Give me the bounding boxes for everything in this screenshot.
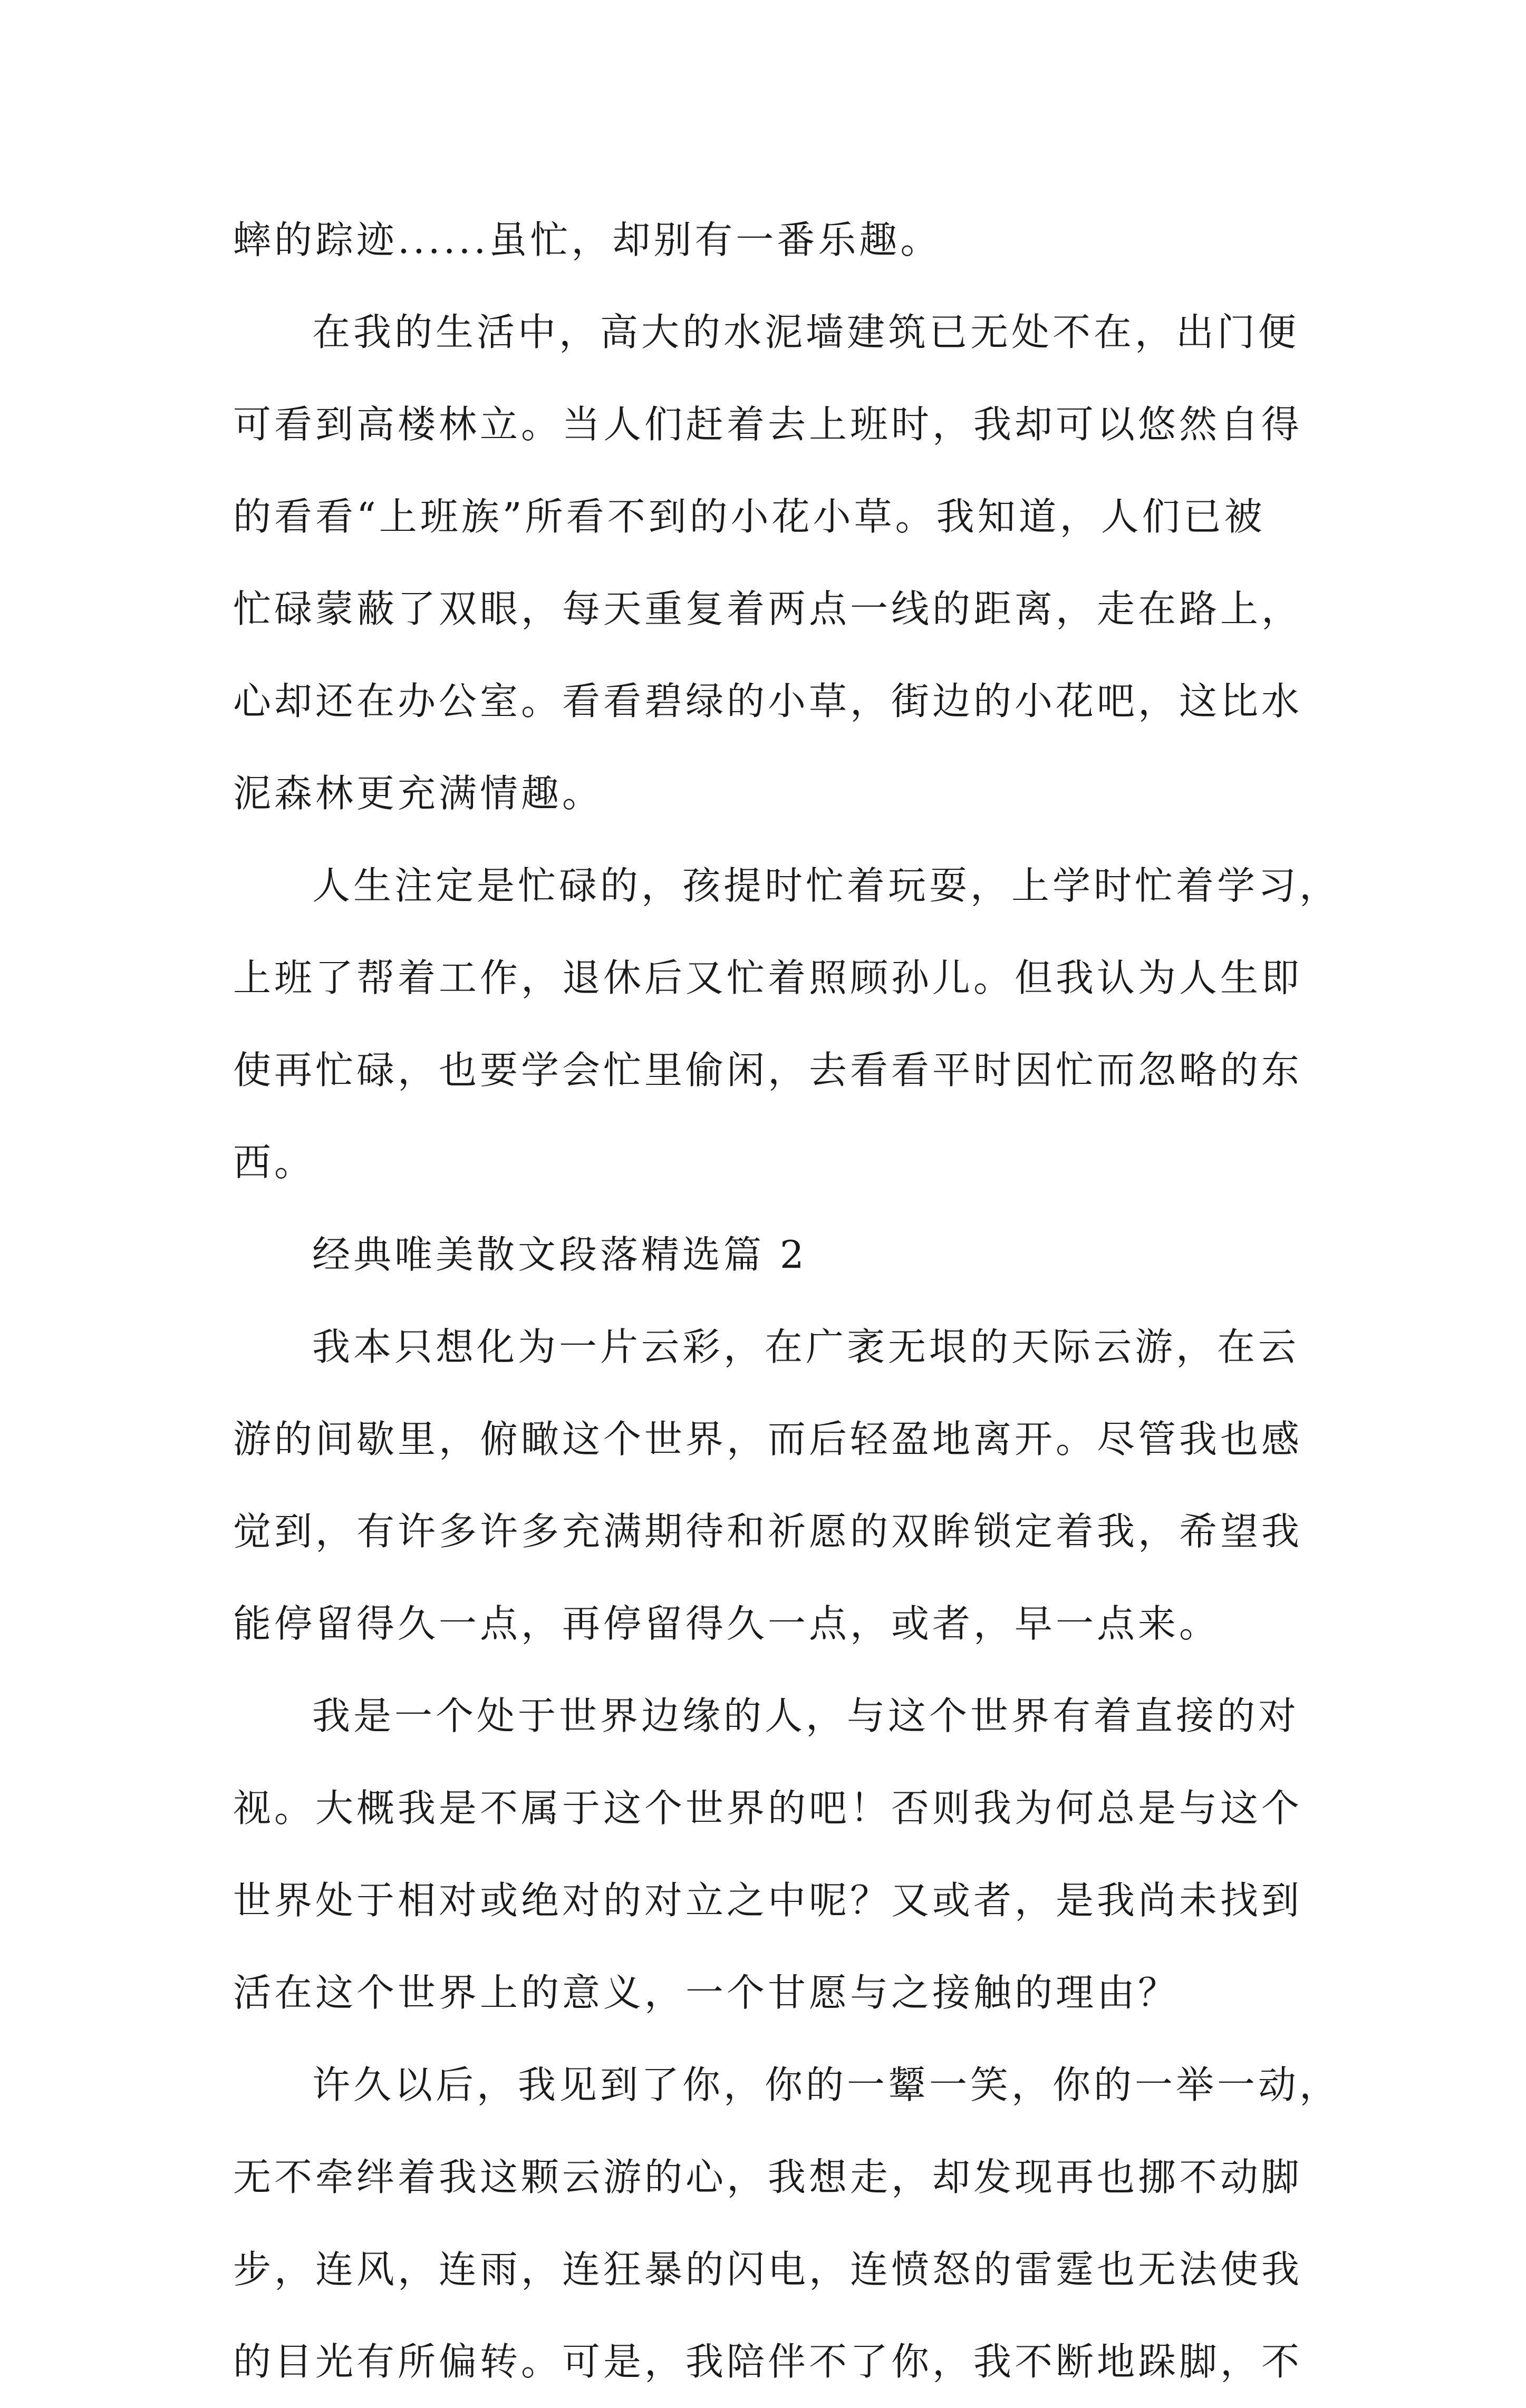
- paragraph-line: 觉到，有许多许多充满期待和祈愿的双眸锁定着我，希望我: [233, 1509, 1303, 1553]
- paragraph-line: 步，连风，连雨，连狂暴的闪电，连愤怒的雷霆也无法使我: [233, 2247, 1303, 2292]
- paragraph-line: 心却还在办公室。看看碧绿的小草，街边的小花吧，这比水: [233, 679, 1303, 723]
- paragraph-line: 世界处于相对或绝对的对立之中呢？又或者，是我尚未找到: [233, 1878, 1303, 1922]
- paragraph-line: 视。大概我是不属于这个世界的吧！否则我为何总是与这个: [233, 1786, 1303, 1830]
- paragraph-line: 泥森林更充满情趣。: [233, 771, 604, 815]
- paragraph-line: 在我的生活中，高大的水泥墙建筑已无处不在，出门便: [312, 310, 1300, 354]
- paragraph-line: 人生注定是忙碌的，孩提时忙着玩耍，上学时忙着学习，: [312, 863, 1341, 908]
- paragraph-line: 的看看“上班族”所看不到的小花小草。我知道，人们已被: [233, 494, 1266, 539]
- paragraph-line: 无不牵绊着我这颗云游的心，我想走，却发现再也挪不动脚: [233, 2155, 1303, 2199]
- paragraph-line: 西。: [233, 1140, 316, 1184]
- paragraph-line: 的目光有所偏转。可是，我陪伴不了你，我不断地跺脚，不: [233, 2339, 1303, 2384]
- paragraph-line: 上班了帮着工作，退休后又忙着照顾孙儿。但我认为人生即: [233, 956, 1303, 1000]
- paragraph-line: 蟀的踪迹......虽忙，却别有一番乐趣。: [233, 218, 942, 262]
- paragraph-line: 忙碌蒙蔽了双眼，每天重复着两点一线的距离，走在路上，: [233, 587, 1303, 631]
- paragraph-line: 能停留得久一点，再停留得久一点，或者，早一点来。: [233, 1601, 1221, 1646]
- paragraph-line: 活在这个世界上的意义，一个甘愿与之接触的理由？: [233, 1970, 1180, 2015]
- section-heading: 经典唯美散文段落精选篇 2: [312, 1232, 807, 1277]
- paragraph-line: 我是一个处于世界边缘的人，与这个世界有着直接的对: [312, 1694, 1300, 1738]
- document-body: [233, 194, 1341, 2408]
- paragraph-line: 可看到高楼林立。当人们赶着去上班时，我却可以悠然自得: [233, 402, 1303, 446]
- paragraph-line: 使再忙碌，也要学会忙里偷闲，去看看平时因忙而忽略的东: [233, 1048, 1303, 1092]
- paragraph-line: 我本只想化为一片云彩，在广袤无垠的天际云游，在云: [312, 1325, 1300, 1369]
- paragraph-line: 游的间歇里，俯瞰这个世界，而后轻盈地离开。尽管我也感: [233, 1417, 1303, 1461]
- paragraph-line: 许久以后，我见到了你，你的一颦一笑，你的一举一动，: [312, 2063, 1341, 2107]
